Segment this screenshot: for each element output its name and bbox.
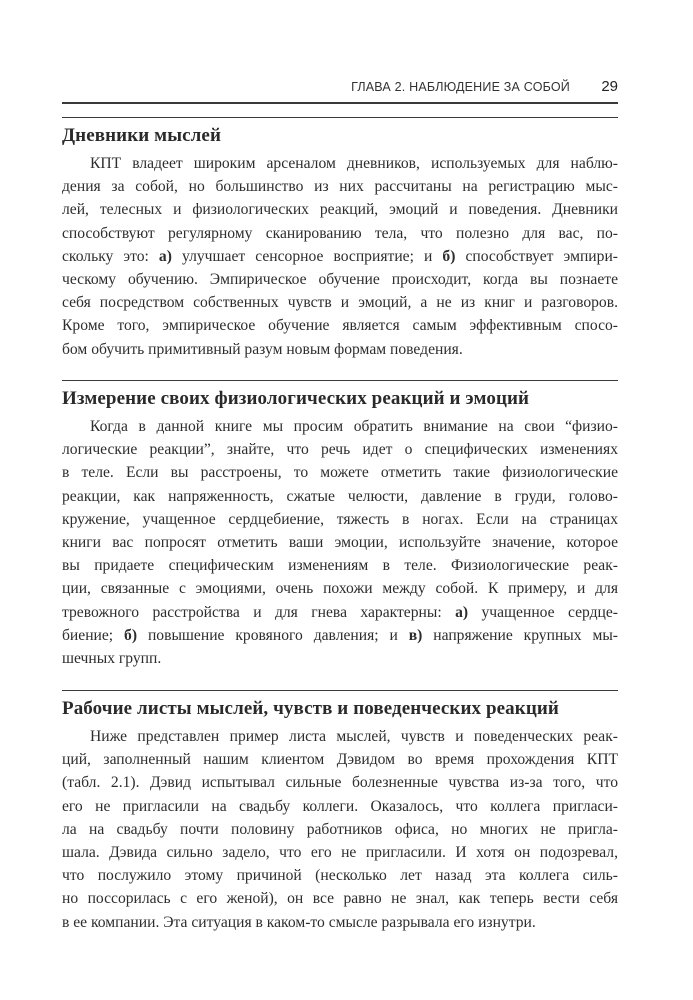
text-line: лей, телесных и физиологических реакций, эмоций и поведения. Дневники — [62, 201, 618, 219]
text-line: книги вас попросят отметить ваши эмоции, используйте значение, которое — [62, 533, 618, 551]
section-divider — [62, 117, 618, 118]
text-line: Когда в данной книге мы просим обратить внимание на свои “физио- — [90, 418, 618, 435]
text-line: себя посредством собственных чувств и эмоций, а не из книг и разговоров. — [62, 294, 618, 312]
text-line: ческому обучению. Эмпирическое обучение происходит, когда вы познаете — [62, 270, 618, 288]
text-line: Кроме того, эмпирическое обучение является самым эффективным спосо- — [62, 317, 618, 335]
section-title: Дневники мыслей — [62, 125, 222, 146]
text-line: Ниже представлен пример листа мыслей, чувств и поведенческих реак- — [90, 728, 618, 745]
text-line: ций, заполненный нашим клиентом Дэвидом во время прохождения КПТ — [62, 751, 618, 769]
section-divider — [62, 380, 618, 381]
text-line: кружение, учащенное сердцебиение, тяжесть в ногах. Если на страницах — [62, 510, 618, 528]
section-body — [62, 725, 618, 934]
text-line: бом обучить примитивный разум новым формам поведения. — [62, 340, 463, 358]
text-line: КПТ владеет широким арсеналом дневников, используемых для наблю- — [90, 155, 618, 172]
section-physiological-reactions — [62, 380, 618, 670]
text-line: скольку это: а) улучшает сенсорное восприятие; и б) способствует эмпири- — [62, 247, 618, 265]
text-line: шечных групп. — [62, 649, 162, 667]
section-worksheets — [62, 690, 618, 934]
section-divider — [62, 690, 618, 691]
section-title: Рабочие листы мыслей, чувств и поведенческих реакций — [62, 698, 559, 719]
list-marker: б) — [442, 247, 456, 265]
text-line: способствуют регулярному сканированию тела, что полезно для вас, по- — [62, 224, 618, 242]
section-title: Измерение своих физиологических реакций и эмоций — [62, 388, 530, 409]
section-body — [62, 152, 618, 361]
text-line: (табл. 2.1). Дэвид испытывал сильные болезненные чувства из-за того, что — [62, 774, 618, 792]
text-line: биение; б) повышение кровяного давления; и в) напряжение крупных мы- — [62, 626, 618, 644]
text-line: реакции, как напряженность, сжатые челюсти, давление в груди, голово- — [62, 487, 618, 505]
text-line: в теле. Если вы расстроены, то можете отметить такие физиологические — [62, 464, 618, 482]
list-marker: в) — [408, 626, 423, 644]
page-number: 29 — [601, 78, 618, 95]
text-line: его не пригласили на свадьбу коллеги. Оказалось, что коллега пригласи- — [62, 797, 618, 815]
text-line: в ее компании. Эта ситуация в каком-то смысле разрывала его изнутри. — [62, 913, 536, 931]
text-line: но поссорилась с его женой), он все равно не знал, как теперь вести себя — [62, 890, 618, 908]
running-header — [62, 78, 618, 104]
text-line: что послужило этому причиной (несколько лет назад эта коллега силь- — [62, 867, 618, 885]
text-line: тревожного расстройства и для гнева характерны: а) учащенное сердце- — [62, 603, 618, 621]
text-line: дения за собой, но большинство из них рассчитаны на регистрацию мыс- — [62, 178, 618, 196]
text-line: шала. Дэвида сильно задело, что его не пригласили. И хотя он подозревал, — [62, 843, 618, 861]
list-marker: а) — [158, 247, 172, 265]
text-line: ла на свадьбу почти половину работников офиса, но многих не пригла- — [62, 820, 618, 838]
section-body — [62, 415, 618, 670]
text-line: ции, связанные с эмоциями, очень похожи между собой. К примеру, и для — [62, 580, 618, 598]
text-line: логические реакции”, знайте, что речь идет о специфических изменениях — [62, 441, 618, 459]
list-marker: б) — [124, 626, 138, 644]
section-thought-diaries — [62, 117, 618, 361]
text-line: вы придаете специфическим изменениям в теле. Физиологические реак- — [62, 557, 618, 575]
list-marker: а) — [455, 603, 469, 621]
chapter-title: ГЛАВА 2. НАБЛЮДЕНИЕ ЗА СОБОЙ — [351, 80, 570, 94]
